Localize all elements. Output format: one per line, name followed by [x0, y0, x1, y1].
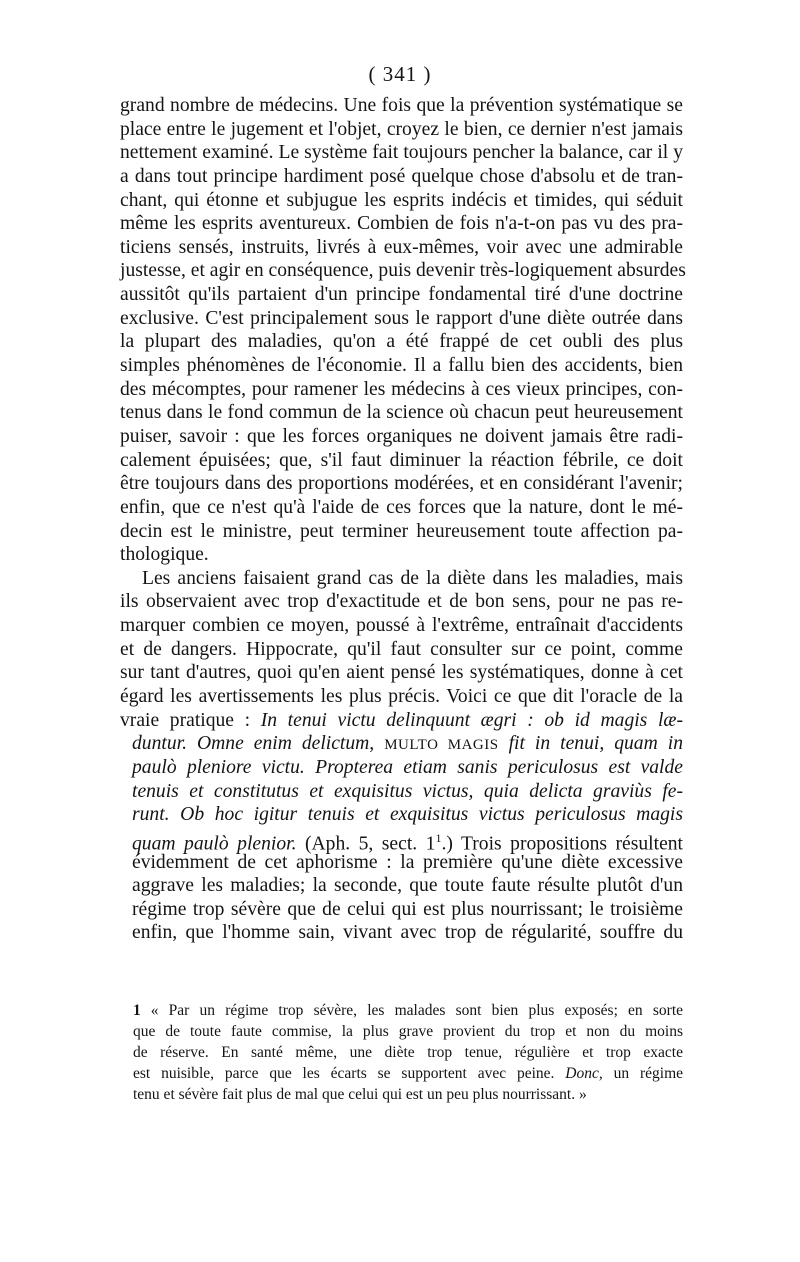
footnote-line — [133, 1000, 683, 1021]
text-line: être toujours dans des proportions modérées, et en considérant l'avenir; — [120, 473, 683, 495]
footnote — [133, 1000, 683, 1105]
text-line: Les anciens faisaient grand cas de la diète dans les maladies, mais — [142, 567, 683, 589]
text-line: calement épuisées; que, s'il faut diminuer la réaction fébrile, ce doit — [120, 449, 683, 471]
text-line: puiser, savoir : que les forces organiques ne doivent jamais être radi- — [120, 425, 683, 447]
text-line: égard les avertissements les plus précis. Voici ce que dit l'oracle de la — [120, 686, 683, 708]
small-caps-emphasis: MULTO MAGIS — [384, 737, 499, 754]
text-line: aussitôt qu'ils partaient d'un principe fondamental tiré d'une doctrine — [120, 284, 683, 306]
latin-quote: tenuis et constitutus et exquisitus victus, quia delicta graviùs fe- — [132, 780, 683, 802]
text-line: ticiens sensés, instruits, livrés à eux-mêmes, voir avec une admirable — [120, 236, 683, 258]
text-line: aggrave les maladies; la seconde, que toute faute résulte plutôt d'un — [132, 875, 683, 897]
latin-quote: paulò pleniore victu. Propterea etiam sanis periculosus est valde — [132, 756, 683, 778]
text-line — [120, 756, 683, 780]
text-line: place entre le jugement et l'objet, croyez le bien, ce dernier n'est jamais — [120, 118, 683, 140]
text-line: des mécomptes, pour ramener les médecins à ces vieux principes, con- — [120, 378, 683, 400]
text-line: enfin, que ce n'est qu'à l'aide de ces forces que la nature, dont le mé- — [120, 496, 683, 518]
text-line: marquer combien ce moyen, poussé à l'extrême, entraînait d'accidents — [120, 615, 683, 637]
latin-quote: duntur. Omne enim delictum, — [132, 733, 375, 755]
text-line: tenus dans le fond commun de la science où chacun peut heureusement — [120, 402, 683, 424]
text-line: ils observaient avec trop d'exactitude et de bon sens, pour ne pas re- — [120, 591, 683, 613]
latin-quote: In tenui victu delinquunt ægri : ob id magis læ- — [260, 709, 683, 731]
text-line: régime trop sévère que de celui qui est plus nourrissant; le troisième — [132, 898, 683, 920]
footnote-emphasis: Donc, — [565, 1065, 603, 1082]
citation: (Aph. 5, sect. 1 — [304, 833, 436, 855]
text-line — [120, 709, 683, 733]
text-line: justesse, et agir en conséquence, puis devenir très-logiquement absurdes — [120, 260, 686, 282]
footnote-marker: 1 — [133, 1002, 141, 1019]
text-line: évidemment de cet aphorisme : la première qu'une diète excessive — [132, 851, 683, 873]
latin-quote: fit in tenui, quam in — [508, 733, 683, 755]
footnote-line: de réserve. En santé même, une diète trop tenue, régulière et trop exacte — [133, 1044, 683, 1061]
text-line: nettement examiné. Le système fait toujours pencher la balance, car il y — [120, 142, 683, 164]
latin-quote: quam paulò plenior. — [132, 833, 297, 855]
footnote-text: est nuisible, parce que les écarts se supportent avec peine. — [133, 1065, 555, 1082]
footnote-text: un régime — [602, 1065, 684, 1082]
main-text — [120, 94, 686, 945]
text-line: et de dangers. Hippocrate, qu'il faut consulter sur ce point, comme — [120, 638, 683, 660]
text-line: la plupart des maladies, qu'on a été frappé de cet oubli des plus — [120, 331, 683, 353]
footnote-text: « Par un régime trop sévère, les malades sont bien plus exposés; en sorte — [150, 1002, 683, 1019]
latin-quote: runt. Ob hoc igitur tenuis et exquisitus victus periculosus magis — [132, 804, 683, 826]
text-fragment: vraie pratique : — [120, 709, 251, 731]
footnote-line: tenu et sévère fait plus de mal que celui qui est un peu plus nourrissant. » — [133, 1086, 587, 1103]
text-line: exclusive. C'est principalement sous le rapport d'une diète outrée dans — [120, 307, 683, 329]
text-line: chant, qui étonne et subjugue les esprits indécis et timides, qui séduit — [120, 189, 683, 211]
text-line: a dans tout principe hardiment posé quelque chose d'absolu et de tran- — [120, 165, 683, 187]
text-line — [120, 732, 683, 756]
footnote-line — [133, 1063, 683, 1084]
text-line: enfin, que l'homme sain, vivant avec trop de régularité, souffre du — [132, 922, 683, 944]
text-line — [120, 803, 683, 827]
page-number: ( 341 ) — [368, 62, 432, 86]
text-line: grand nombre de médecins. Une fois que la prévention systématique se — [120, 95, 683, 116]
footnote-ref: 1 — [435, 830, 442, 845]
text-line: même les esprits aventureux. Combien de fois n'a-t-on pas vu des pra- — [120, 213, 683, 235]
text-line — [120, 827, 684, 855]
footnote-line: que de toute faute commise, la plus grave provient du trop et non du moins — [133, 1023, 683, 1040]
text-line — [120, 780, 683, 804]
text-line: sur tant d'autres, quoi qu'en aient pensé les systématiques, donne à cet — [120, 662, 683, 684]
text-line: thologique. — [120, 544, 209, 566]
text-line: simples phénomènes de l'économie. Il a fallu bien des accidents, bien — [120, 355, 683, 377]
text-fragment: .) Trois propositions résultent — [441, 833, 684, 855]
text-line: decin est le ministre, peut terminer heureusement toute affection pa- — [120, 520, 683, 542]
